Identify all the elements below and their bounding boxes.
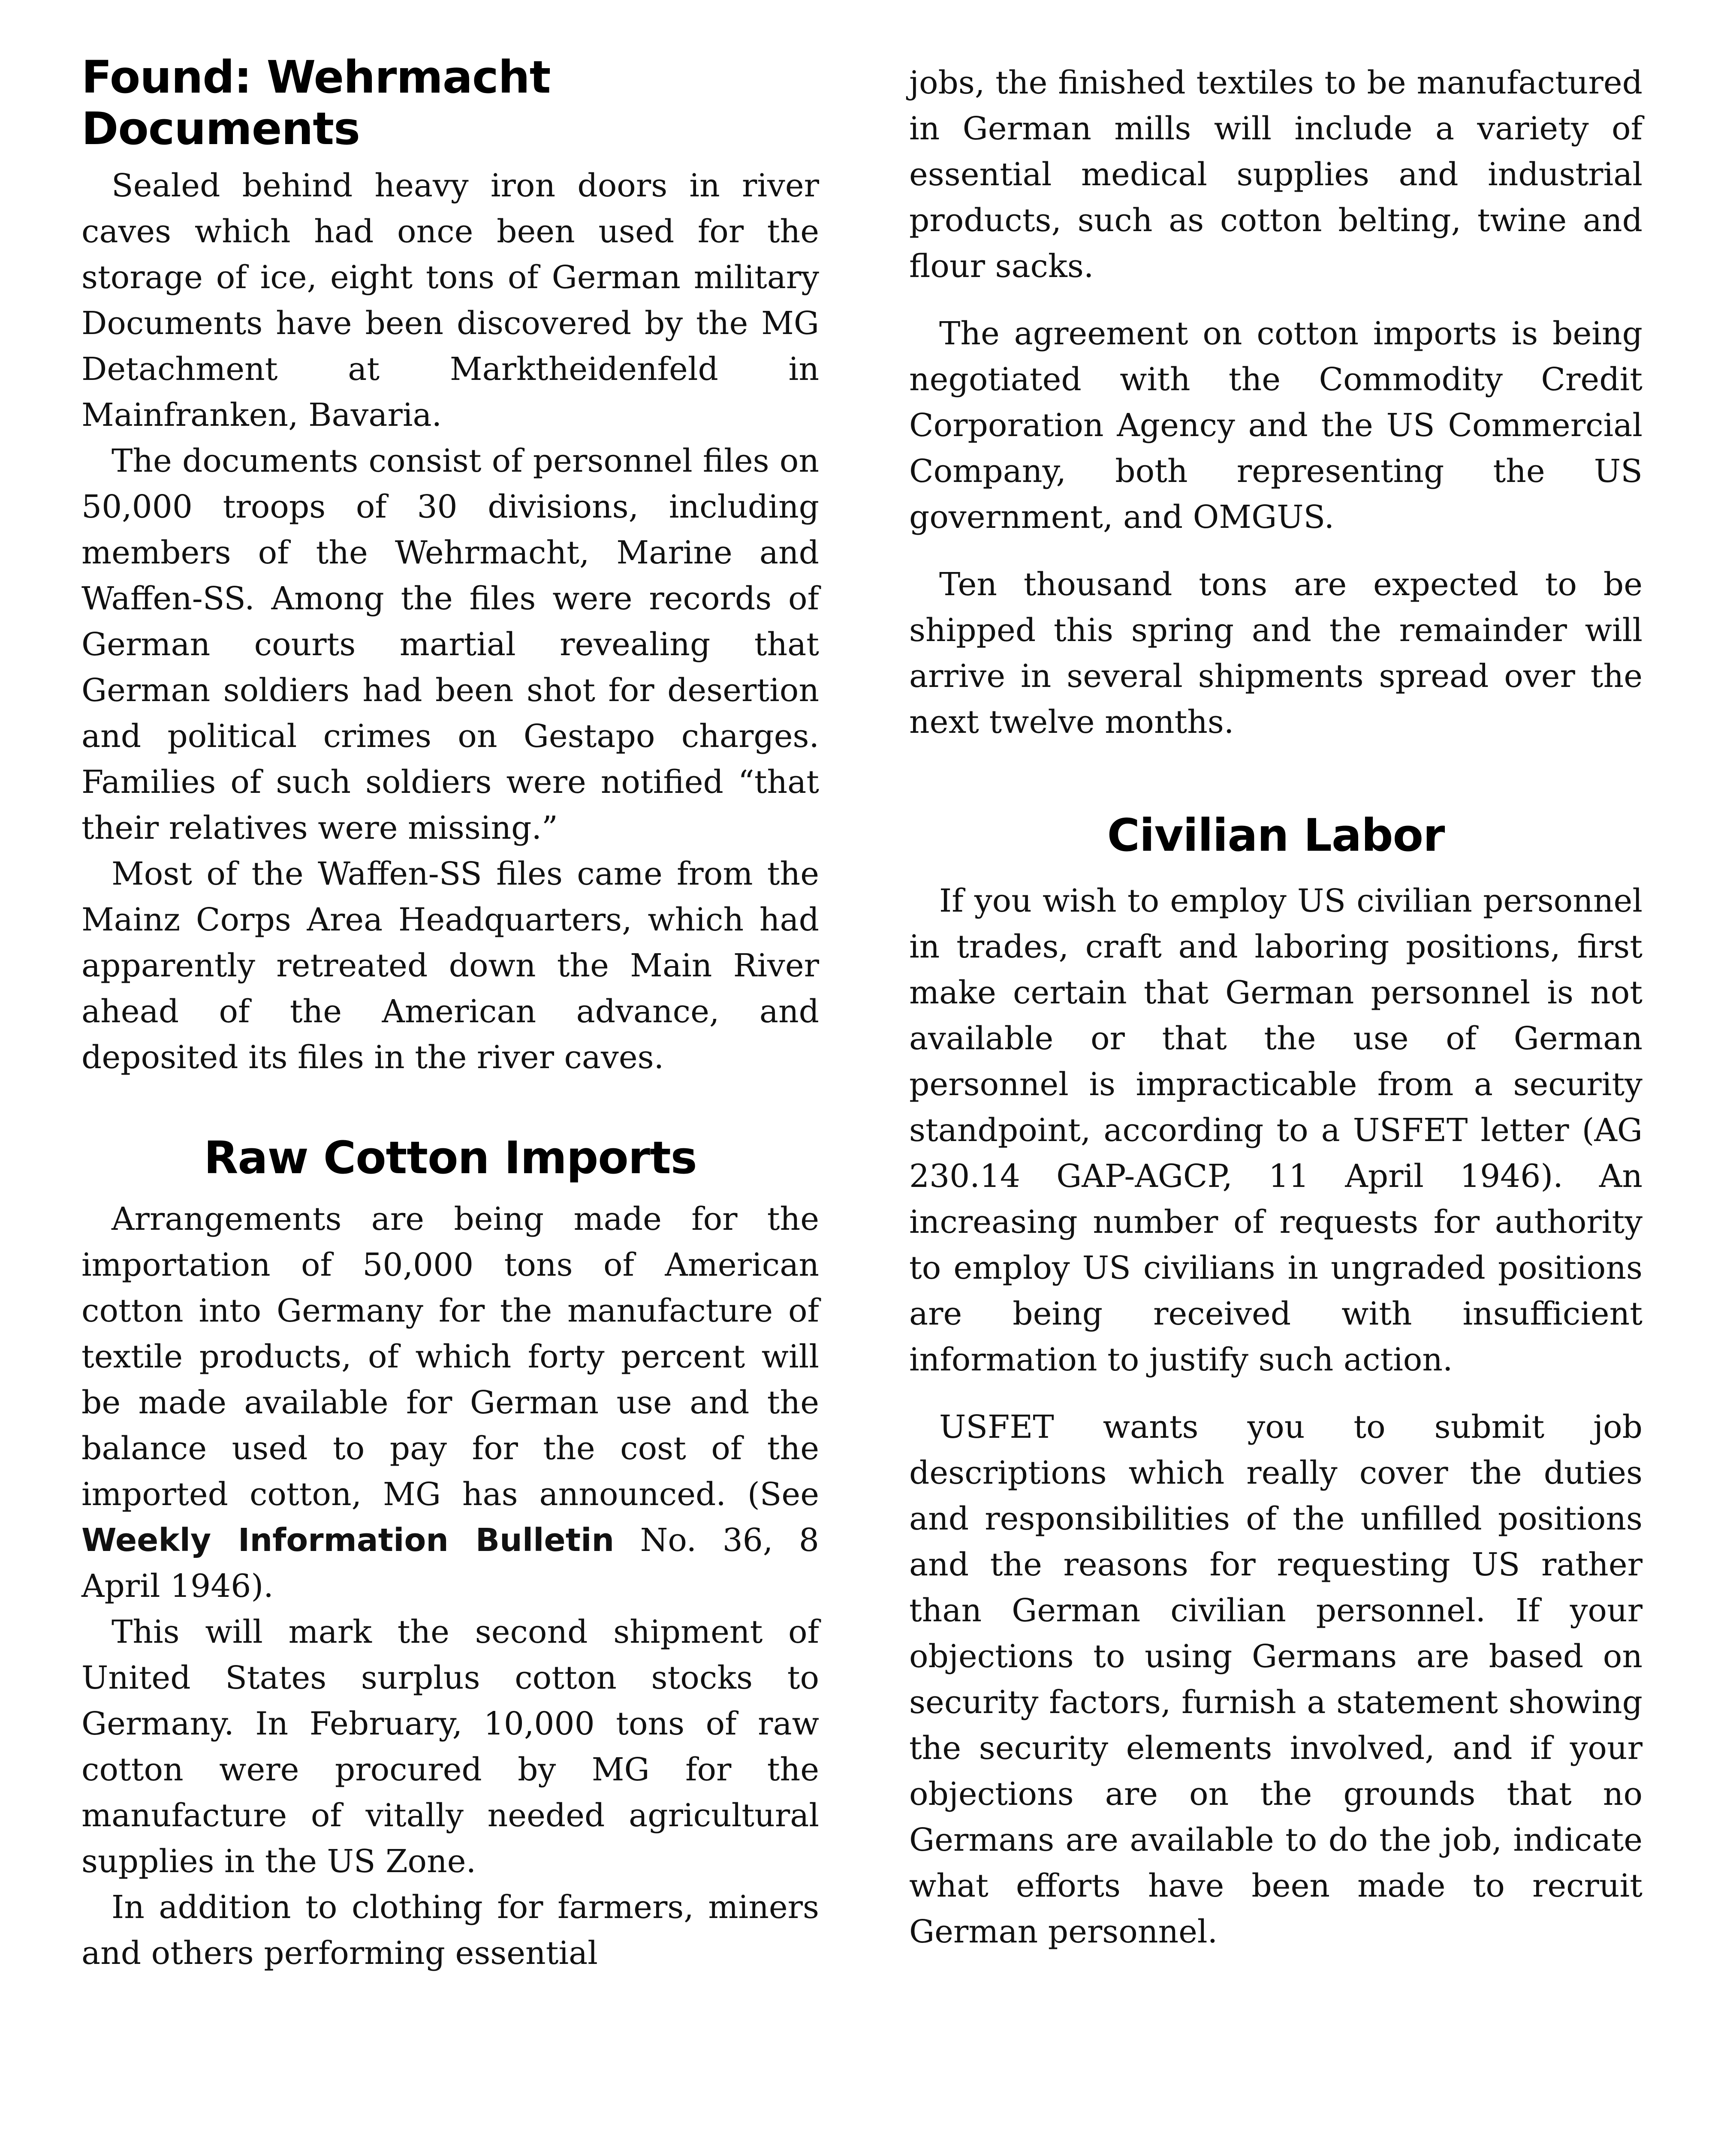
heading-civilian-labor: Civilian Labor [1107, 809, 1445, 861]
paragraph: The documents consist of personnel files on 50,000 troops of 30 divisions, including members of the Wehrmacht, Marine and Waffen-SS. Among the files were records of German courts martial revealing that German soldiers had been shot for desertion and political crimes on Gestapo charges. Families of such soldiers were notified “that their relatives were missing.” [81, 443, 819, 846]
paragraph: In addition to clothing for farmers, miners and others performing essential [81, 1889, 819, 1972]
paragraph: Ten thousand tons are expected to be shipped this spring and the remainder will arrive in several shipments spread over the next twelve months. [909, 566, 1643, 741]
right-column [909, 60, 1643, 1955]
heading-wehrmacht-documents: Found: Wehrmacht Documents [81, 51, 551, 155]
paragraph: Sealed behind heavy iron doors in river caves which had once been used for the storage of ice, eight tons of German military Documents have been discovered by the MG Detachment at Marktheidenfeld in Mainfranken, Bavaria. [81, 167, 819, 434]
bulletin-title: Weekly Information Bulletin [81, 1522, 615, 1559]
paragraph: The agreement on cotton imports is being negotiated with the Commodity Credit Corporation Agency and the US Commercial Company, both representing the US government, and OMGUS. [909, 315, 1643, 536]
left-column [81, 51, 819, 1976]
paragraph: This will mark the second shipment of United States surplus cotton stocks to Germany. In February, 10,000 tons of raw cotton were procured by MG for the manufacture of vitally needed agricultural supplies in the US Zone. [81, 1614, 819, 1880]
paragraph-text: No. 36, 8 April 1946). [81, 1522, 819, 1605]
paragraph: Most of the Waffen-SS files came from the Mainz Corps Area Headquarters, which had apparently retreated down the Main River ahead of the American advance, and deposited its files in the river caves. [81, 855, 819, 1076]
paragraph: If you wish to employ US civilian personnel in trades, craft and laboring positions, first make certain that German personnel is not available or that the use of German personnel is impracticable from a security standpoint, according to a USFET letter (AG 230.14 GAP-AGCP, 11 April 1946). An increasing number of requests for authority to employ US civilians in ungraded positions are being received with insufficient information to justify such action. [909, 882, 1643, 1378]
paragraph: USFET wants you to submit job descriptions which really cover the duties and responsibilities of the unfilled positions and the reasons for requesting US rather than German civilian personnel. If your objections to using Germans are based on security factors, furnish a statement showing the security elements involved, and if your objections are on the grounds that no Germans are available to do the job, indicate what efforts have been made to recruit German personnel. [909, 1409, 1643, 1950]
paragraph-text: Arrangements are being made for the importation of 50,000 tons of American cotton into Germany for the manufacture of textile products, of which forty percent will be made available for German use and the balance used to pay for the cost of the imported cotton, MG has announced. (See [81, 1201, 819, 1513]
heading-raw-cotton-imports: Raw Cotton Imports [204, 1132, 697, 1184]
paragraph [81, 1196, 819, 1609]
paragraph-continued: jobs, the finished textiles to be manufactured in German mills will include a variety of essential medical supplies and industrial products, such as cotton belting, twine and flour sacks. [909, 64, 1643, 285]
